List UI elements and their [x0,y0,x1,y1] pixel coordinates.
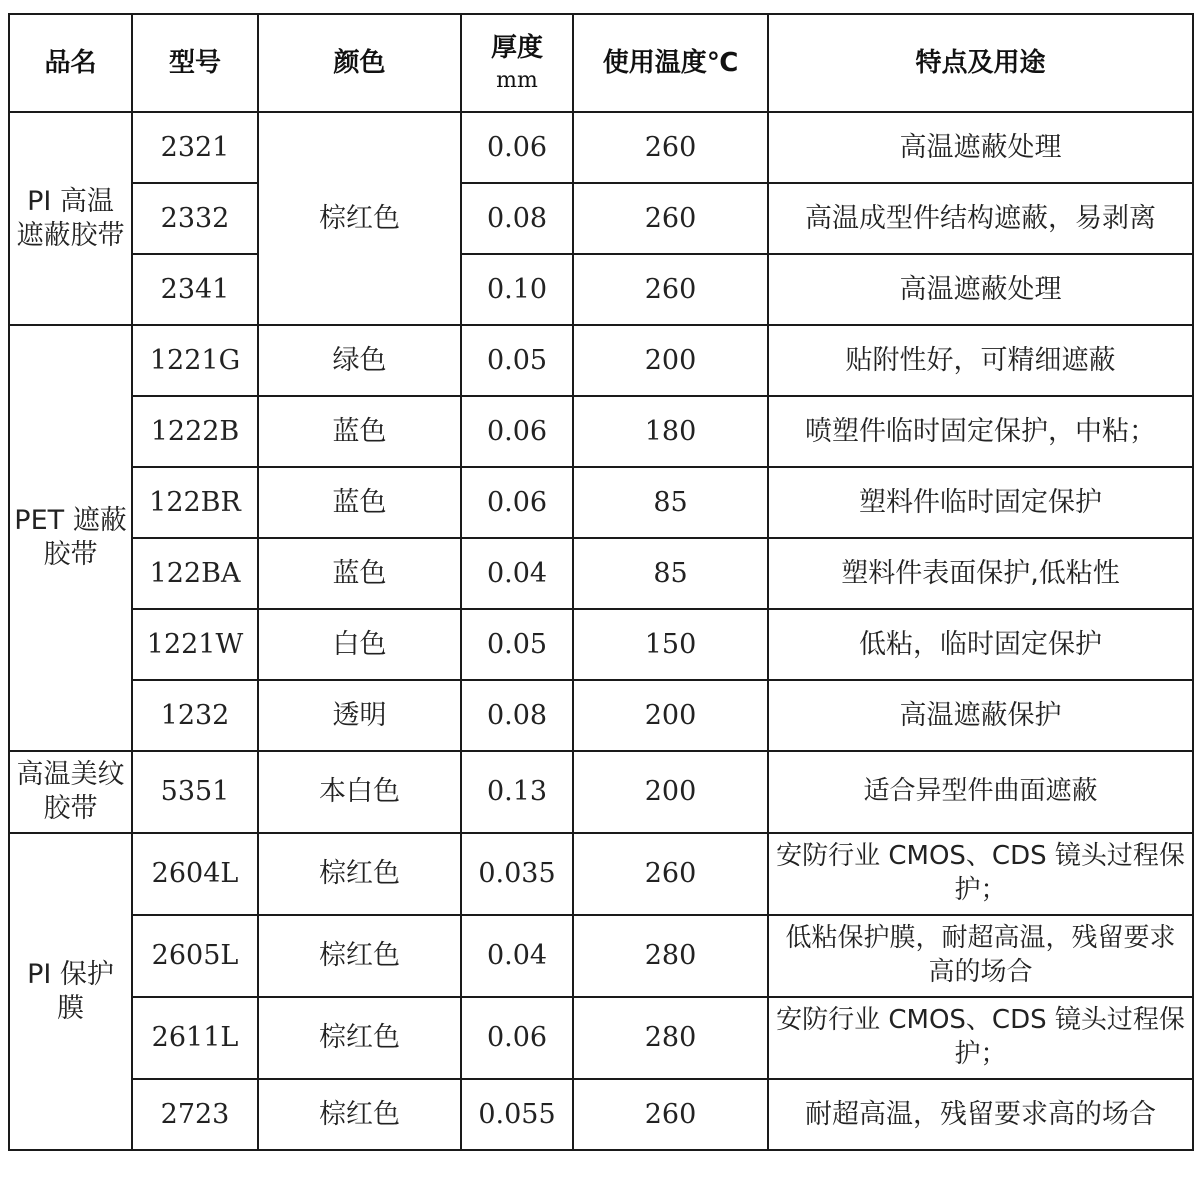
temperature-cell: 260 [573,254,768,325]
temperature-cell: 180 [573,396,768,467]
features-cell: 低粘，临时固定保护 [768,609,1193,680]
features-cell: 高温遮蔽保护 [768,680,1193,751]
table-row [9,112,1193,183]
model-cell: 1222B [132,396,258,467]
thickness-cell: 0.04 [461,915,573,997]
model-cell: 122BR [132,467,258,538]
features-cell: 低粘保护膜，耐超高温，残留要求高的场合 [768,915,1193,997]
thickness-cell: 0.06 [461,112,573,183]
thickness-cell: 0.10 [461,254,573,325]
model-cell: 2605L [132,915,258,997]
thickness-cell: 0.04 [461,538,573,609]
temperature-cell: 260 [573,183,768,254]
temperature-cell: 260 [573,112,768,183]
temperature-cell: 200 [573,751,768,833]
temperature-cell: 280 [573,997,768,1079]
thickness-cell: 0.055 [461,1079,573,1150]
features-cell: 高温成型件结构遮蔽，易剥离 [768,183,1193,254]
header-model: 型号 [132,14,258,112]
model-cell: 1232 [132,680,258,751]
color-cell: 蓝色 [258,467,461,538]
features-cell: 高温遮蔽处理 [768,254,1193,325]
features-cell: 高温遮蔽处理 [768,112,1193,183]
thickness-cell: 0.05 [461,325,573,396]
table-row [9,254,1193,325]
model-cell: 5351 [132,751,258,833]
header-features: 特点及用途 [768,14,1193,112]
table-row [9,467,1193,538]
color-cell: 本白色 [258,751,461,833]
header-row [9,14,1193,112]
header-name: 品名 [9,14,132,112]
temperature-cell: 280 [573,915,768,997]
table-row [9,915,1193,997]
features-cell: 耐超高温，残留要求高的场合 [768,1079,1193,1150]
table-row [9,396,1193,467]
temperature-cell: 85 [573,467,768,538]
table-row [9,751,1193,833]
features-cell: 适合异型件曲面遮蔽 [768,751,1193,833]
color-cell: 透明 [258,680,461,751]
features-cell: 塑料件表面保护,低粘性 [768,538,1193,609]
thickness-cell: 0.08 [461,183,573,254]
model-cell: 2611L [132,997,258,1079]
features-cell: 贴附性好，可精细遮蔽 [768,325,1193,396]
thickness-cell: 0.08 [461,680,573,751]
product-name-cell: PI 保护膜 [9,833,132,1150]
model-cell: 122BA [132,538,258,609]
model-cell: 2604L [132,833,258,915]
thickness-cell: 0.06 [461,467,573,538]
color-cell: 蓝色 [258,396,461,467]
model-cell: 2723 [132,1079,258,1150]
header-color: 颜色 [258,14,461,112]
color-cell: 棕红色 [258,833,461,915]
tape-spec-table [8,13,1194,1151]
model-cell: 2341 [132,254,258,325]
temperature-cell: 200 [573,325,768,396]
table-row [9,1079,1193,1150]
features-cell: 喷塑件临时固定保护，中粘； [768,396,1193,467]
table-row [9,833,1193,915]
color-cell: 棕红色 [258,112,461,325]
model-cell: 2321 [132,112,258,183]
color-cell: 棕红色 [258,1079,461,1150]
thickness-cell: 0.13 [461,751,573,833]
header-thickness-unit: mm [496,67,538,93]
temperature-cell: 85 [573,538,768,609]
temperature-cell: 150 [573,609,768,680]
thickness-cell: 0.06 [461,997,573,1079]
temperature-cell: 200 [573,680,768,751]
thickness-cell: 0.05 [461,609,573,680]
table-row [9,183,1193,254]
model-cell: 1221W [132,609,258,680]
color-cell: 棕红色 [258,915,461,997]
table-row [9,680,1193,751]
features-cell: 安防行业 CMOS、CDS 镜头过程保护； [768,997,1193,1079]
temperature-cell: 260 [573,1079,768,1150]
features-cell: 塑料件临时固定保护 [768,467,1193,538]
header-thickness-label: 厚度 [490,33,543,63]
header-thickness [461,14,573,112]
features-cell: 安防行业 CMOS、CDS 镜头过程保护； [768,833,1193,915]
product-name-cell: 高温美纹胶带 [9,751,132,833]
table-row [9,997,1193,1079]
temperature-cell: 260 [573,833,768,915]
product-name-cell: PI 高温遮蔽胶带 [9,112,132,325]
thickness-cell: 0.06 [461,396,573,467]
table-row [9,325,1193,396]
table-row [9,538,1193,609]
product-name-cell: PET 遮蔽胶带 [9,325,132,751]
header-temperature: 使用温度℃ [573,14,768,112]
color-cell: 绿色 [258,325,461,396]
color-cell: 蓝色 [258,538,461,609]
model-cell: 1221G [132,325,258,396]
thickness-cell: 0.035 [461,833,573,915]
table-row [9,609,1193,680]
model-cell: 2332 [132,183,258,254]
color-cell: 棕红色 [258,997,461,1079]
color-cell: 白色 [258,609,461,680]
